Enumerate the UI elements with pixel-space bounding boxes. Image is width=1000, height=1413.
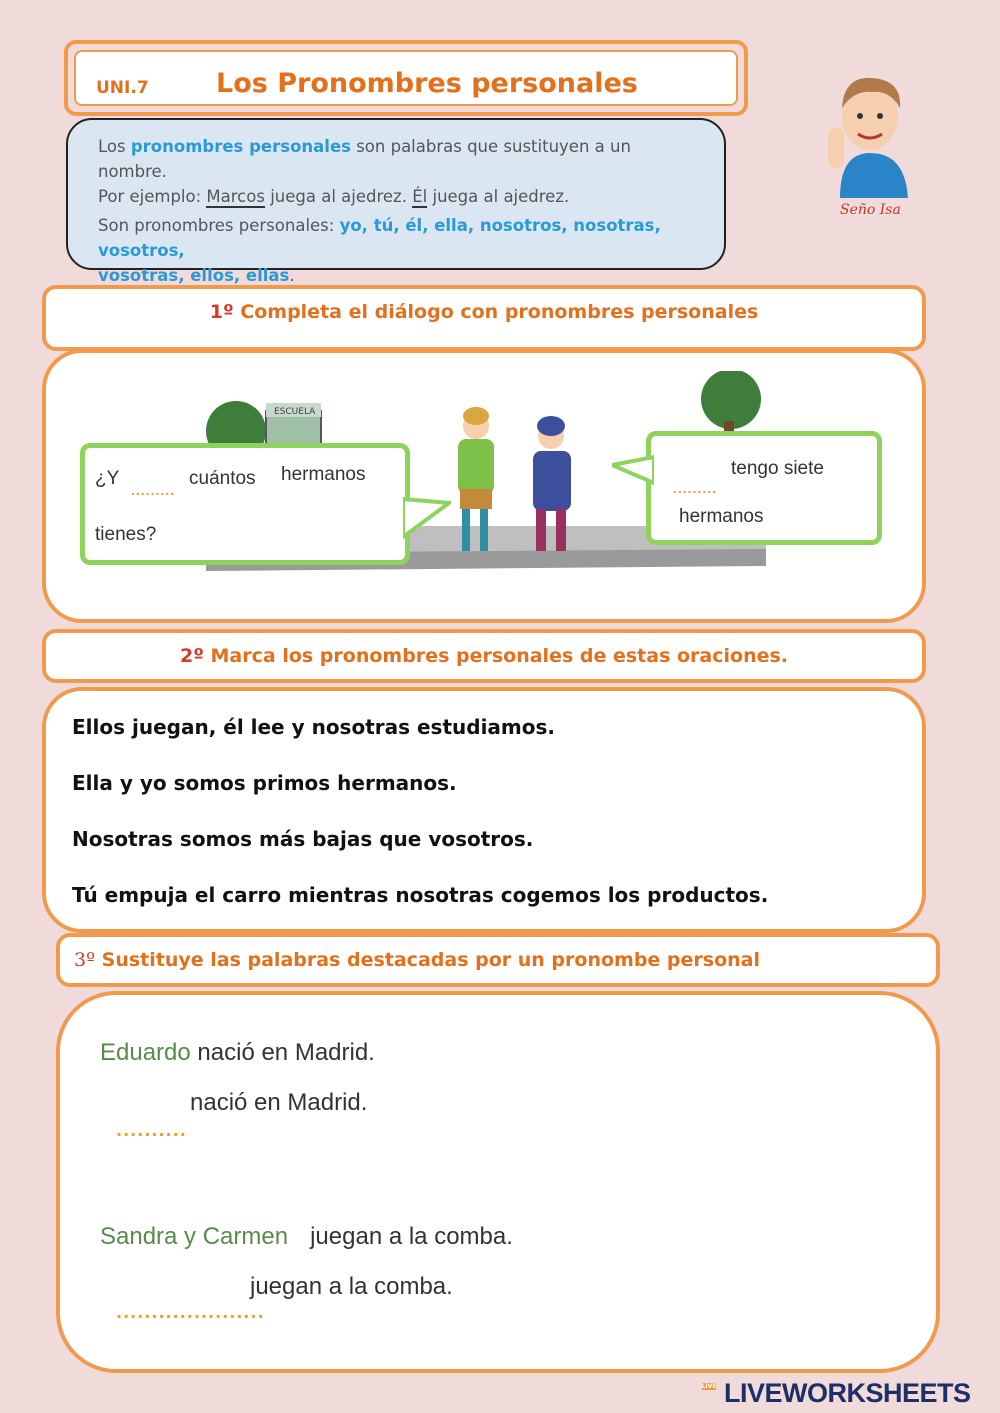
avatar-caption: Seño Isa xyxy=(840,202,901,218)
bubble-tail xyxy=(612,453,654,489)
avatar-icon xyxy=(810,68,930,208)
right-speech-bubble: tengo siete ......... hermanos xyxy=(646,431,882,545)
brand-name: LIVEWORKSHEETS xyxy=(724,1378,971,1408)
page-title: Los Pronombres personales xyxy=(216,68,638,99)
definition-line: Los pronombres personales son palabras que sustituyen a un nombre. xyxy=(98,137,631,181)
original-sentence: Sandra y Carmen juegan a la comba. xyxy=(100,1223,513,1250)
unit-label: UNI.7 xyxy=(96,78,149,98)
liveworksheets-logo xyxy=(698,1378,994,1410)
answer-blank[interactable]: ......... xyxy=(673,480,718,496)
answer-sentence: nació en Madrid. xyxy=(190,1089,368,1116)
exercise2-header: 2º Marca los pronombres personales de estas oraciones. xyxy=(42,629,926,683)
exercise1-header: 1º Completa el diálogo con pronombres personales xyxy=(42,285,926,351)
example-line: Por ejemplo: Marcos juega al ajedrez. Él juega al ajedrez. xyxy=(98,187,570,206)
sentence[interactable]: Tú empuja el carro mientras nosotras cogemos los productos. xyxy=(72,883,769,907)
exercise2-body xyxy=(42,687,926,933)
sentence[interactable]: Nosotras somos más bajas que vosotros. xyxy=(72,827,534,851)
answer-blank[interactable]: ......... xyxy=(131,482,176,498)
title-box xyxy=(64,40,748,116)
exercise3-header: 3º Sustituye las palabras destacadas por un pronombe personal xyxy=(56,933,940,987)
svg-text:ESCUELA: ESCUELA xyxy=(274,407,316,417)
answer-sentence: juegan a la comba. xyxy=(250,1273,453,1300)
bubble-tail xyxy=(403,493,451,543)
teacher-avatar xyxy=(810,68,930,228)
sentence[interactable]: Ellos juegan, él lee y nosotras estudiamos. xyxy=(72,715,556,739)
exercise1-body xyxy=(42,349,926,623)
definition-box xyxy=(66,118,726,285)
answer-blank[interactable]: .......... xyxy=(116,1121,187,1140)
pronoun-list: Son pronombres personales: yo, tú, él, ella, nosotros, nosotras, vosotros, vosotras, ellos, ellas. xyxy=(98,216,661,285)
original-sentence: Eduardo nació en Madrid. xyxy=(100,1039,375,1066)
logo-grid-icon: LIVE xyxy=(701,1383,717,1390)
left-speech-bubble: ¿Y ......... cuántos hermanos tienes? xyxy=(80,443,410,565)
sentence[interactable]: Ella y yo somos primos hermanos. xyxy=(72,771,457,795)
answer-blank[interactable]: ..................... xyxy=(116,1303,265,1322)
exercise3-body xyxy=(56,991,940,1373)
